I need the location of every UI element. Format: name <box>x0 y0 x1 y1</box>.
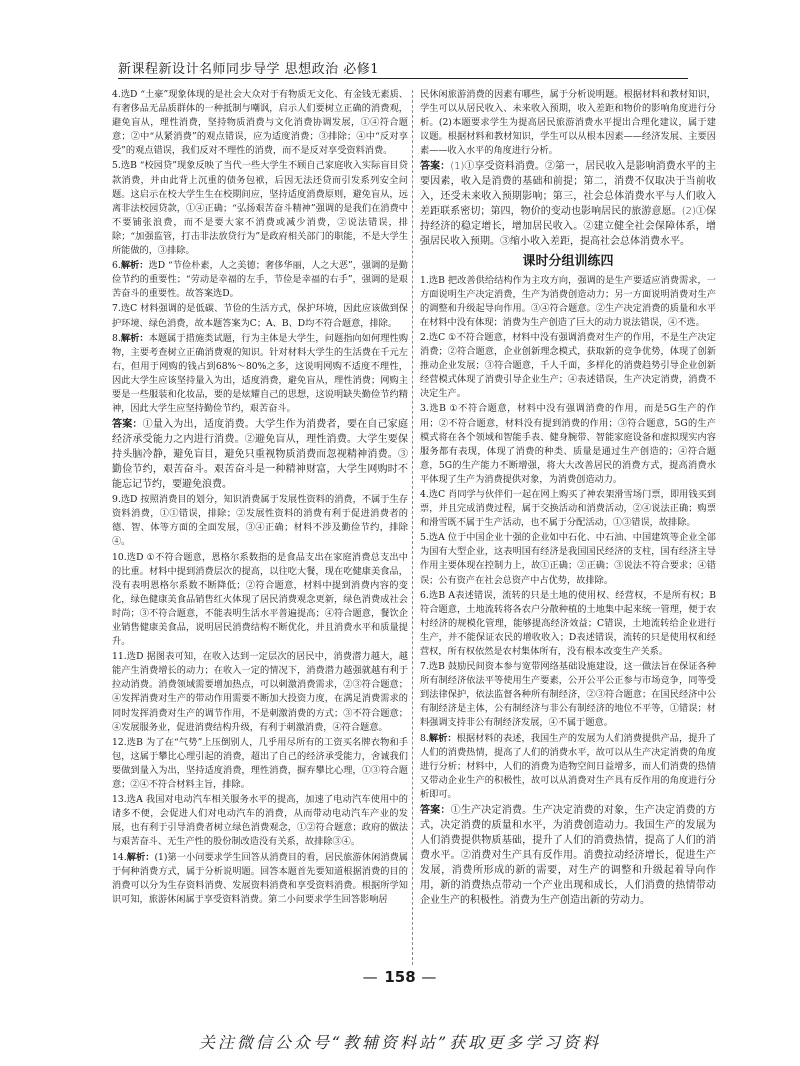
item-number: 12. <box>112 736 127 748</box>
item-text: (1)①享受资料消费。②第一，居民收入是影响消费水平的主要因素，收入是消费的基础和前提；第二，消费不仅取决于当前收入，还受未来收入预期影响；第三，社会总体消费水平与人们收入差距联系密切；第四，物价的变动也影响居民的旅游意愿。(2)①保持经济的稳定增长，增加居民收入。②建立健全社会保障体系，增强居民收入预期。③缩小收入差距，提高社会总体消费水平。 <box>420 161 717 248</box>
item-number: 6. <box>112 260 121 272</box>
item-number: 14. <box>112 851 127 863</box>
answer-block <box>112 417 408 492</box>
item-number: 1. <box>420 274 429 286</box>
item-number: 10. <box>112 551 127 563</box>
running-header: 新课程新设计名师同步导学 思想政治 必修1 <box>118 62 380 77</box>
answer-item <box>420 531 716 587</box>
item-number: 8. <box>112 332 121 344</box>
item-text: 根据材料的表述，我国生产的发展为人们消费提供产品，提升了人们的消费热情，提高了人们的消费水平，故可以从生产决定消费的角度进行分析；材料中，人们的消费为造物空间日益增多，而人们消费的热情又带动企业生产的积极性，故可以从消费对生产具有反作用的角度进行分析即可。 <box>420 732 717 800</box>
item-number: 4. <box>112 89 121 100</box>
answer-item <box>420 660 716 730</box>
item-text: ①量入为出，适度消费。大学生作为消费者，要在自己家庭经济承受能力之内进行消费。②避免盲从，理性消费。大学生要保持头脑冷静，避免盲目，避免只重视物质消费而忽视精神消费。③勤俭节约，艰苦奋斗。艰苦奋斗是一种精神财富，大学生网购时不能忘记节约，要避免浪费。 <box>112 419 409 491</box>
item-text: 选A 位于中国企业十强的企业如中石化、中石油、中国建筑等企业全部为国有大型企业，这表明国有经济是我国国民经济的支柱，国有经济主导作用主要体现在控制力上，故①正确；②正确；③说法不符合要求；④错误；公有资产在社会总资产中占优势，故排除。 <box>420 532 716 586</box>
item-text: 本题属于措施类试题，行为主体是大学生，问题指向如何理性购物，主要考查树立正确消费观的知识。针对材料大学生的生活费在千元左右，但用于网购的钱占到68%～80%之多，这说明网购不适度不理性，因此大学生应该坚持量入为出，适度消费，避免盲从，理性消费；网购主要是一些服装和化妆品，要的是炫耀自己的思想，这说明缺失勤俭节约精神，因此大学生应坚持勤俭节约，艰苦奋斗。 <box>112 332 409 415</box>
item-label: 答案： <box>420 805 451 817</box>
answer-item <box>112 650 408 735</box>
answer-item <box>112 159 408 258</box>
item-text: 选B 为了在“气势”上压倒别人，几乎用尽所有的工资买名牌衣物和手包，这属于攀比心理引起的消费，超出了自己的经济承受能力，舍诚我们要做到量入为出，坚持适度消费，理性消费，摒弃攀比心理，①③符合题意；②④不符合材料主旨，排除。 <box>112 736 408 791</box>
item-text: 选B 鼓励民间资本参与宽带网络基础设施建设，这一做法旨在保证各种所有制经济依法平等使用生产要素，公开公平公正参与市场竞争，同等受到法律保护，依法监督各种所有制经济，②③符合题意；在国民经济中公有制经济是主体，公有制经济与非公有制经济的地位不平等，①错误；材料强调支持非公有制经济发展，④不属于题意。 <box>420 661 716 729</box>
item-number: 9. <box>112 494 121 506</box>
item-number: 7. <box>420 661 429 673</box>
answer-item <box>112 332 408 417</box>
item-text: 选B 把改善供给结构作为主攻方向，强调的是生产要适应消费需求，一方面说明生产决定消费，生产为消费创造动力；另一方面说明消费对生产的调整和升级起导向作用。③④符合题意。②生产决定消费的质量和水平在材料中没有体现；消费为生产创造了巨大的动力说法错误，④不选。 <box>420 274 716 328</box>
right-column <box>420 88 716 909</box>
item-number: 5. <box>112 160 121 172</box>
answer-item <box>420 274 716 330</box>
item-text: 选A 我国对电动汽车相关服务水平的提高，加速了电动汽车使用中的诸多不便，会促进人们对电动汽车的消费，从而带动电动汽车产业的发展，也有利于引导消费者树立绿色消费观念，①②符合题意；政府的做法与艰苦奋斗、无生产性的股份制改造没有关系，故排除③④。 <box>112 794 408 848</box>
item-text: 选B A表述错误，流转的只是土地的使用权、经营权，不是所有权；B符合题意，土地流转将各农户分散种植的土地集中起来统一管理，便于农村经济的规模化管理，能够提高经济效益；C错误，土地流转给企业进行生产，并不能保证农民的增收收入；D表述错误，流转的只是使用权和经营权，所有权依然是农村集体所有，没有根本改变生产关系。 <box>420 589 716 657</box>
answer-item <box>112 493 408 549</box>
answer-item <box>112 551 408 650</box>
item-label: 解析： <box>428 732 457 744</box>
item-label: 答案： <box>112 419 143 431</box>
answer-item <box>420 402 716 487</box>
section-title: 课时分组训练四 <box>522 254 614 270</box>
answer-item <box>420 732 716 802</box>
item-text: ①生产决定消费。生产决定消费的对象，生产决定消费的方式，决定消费的质量和水平，为消费创造动力。我国生产的发展为人们消费提供物质基础，提升了人们的消费热情，提高了人们的消费水平。②消费对生产具有反作用。消费拉动经济增长，促进生产发展，消费所形成的新的需要，对生产的调整和升级起着导向作用，新的消费热点带动一个产业出现和成长，人们消费的热情带动企业生产的积极性。消费为生产创造出新的劳动力。 <box>420 805 717 907</box>
page-number-value: 158 <box>384 968 416 986</box>
answer-item <box>112 736 408 792</box>
item-number: 6. <box>420 589 429 601</box>
item-text: 选C 材料强调的是低碳、节俭的生活方式，保护环境，因此应该做到保护环境、绿色消费，故本题答案为C；A、B、D均不符合题意，排除。 <box>112 303 408 329</box>
item-number: 3. <box>420 403 429 415</box>
right-column-intro <box>420 88 716 249</box>
footer-note: 关注微信公众号“教辅资料站”获取更多学习资料 <box>198 1033 602 1052</box>
answer-item <box>112 302 408 330</box>
item-text: 选D 据图表可知，在收入达到一定层次的居民中，消费潜力越大，越能产生消费增长的动力；在收入一定的情况下，消费潜力越强就越有利于拉动消费。消费领域需要增加热点，可以刺激消费需求，②③符合题意；④发挥消费对生产的带动作用需要不断加大投资力度，在满足消费需求的同时发挥消费对生产的调节作用，不是刺激消费的方式；③不符合题意；④发展服务业，促进消费结构升级，有利于刺激消费，④符合题意。 <box>112 651 408 733</box>
item-label: 解析： <box>126 851 155 863</box>
item-number: 4. <box>420 488 429 500</box>
item-text: 选B “校园贷”现象反映了当代一些大学生不顾自己家庭收入实际盲目贷款消费，并由此背上沉重的债务包袱，后因无法还贷而引发系列安全问题。这启示在校大学生生在校期间应，坚持适度消费原则，避免盲从，远离非法校园贷款，①④正确；“弘扬艰苦奋斗精神”强调的是我们在消费中不要铺张浪费，而不是要大家不消费或减少消费，②说法错误，排除；“加强监管，打击非法放贷行为”是政府相关部门的职能，不是大学生所能做的，③排除。 <box>112 160 408 257</box>
item-text: 选D “节俭朴素，人之美德；奢侈华丽，人之大恶”，强调的是勤俭节约的重要性；“劳动是幸福的左手，节俭是幸福的右手”，强调的是艰苦奋斗的重要性。故答案选D。 <box>112 260 408 300</box>
item-number: 8. <box>420 732 429 744</box>
item-label: 答案： <box>420 161 451 173</box>
item-text: 选C ①不符合题意，材料中没有强调消费对生产的作用，不是生产决定消费；②符合题意，企业创新理念模式，获取新的竞争优势，体现了创新推动企业发展；③符合题意，千人千面，多样化的消费趋势引导企业创新经营模式体现了消费引导企业生产；④表述错误，生产决定消费，消费不决定生产。 <box>420 331 716 400</box>
item-text: 选B ①不符合题意，材料中没有强调消费的作用，而是5G生产的作用；②不符合题意，材料没有提到消费的作用；③符合题意，5G的生产模式将在各个领域和智能手表、健身腕带、智能家庭设备和虚拟现实内容服务都有表现，体现了消费的种类、质量是通过生产创造的；④符合题意，5G的生产能力不断增强，将大大改善居民的消费方式，提高消费水平体现了生产为消费提供对象，为消费创造动力。 <box>420 403 716 485</box>
column-divider <box>412 90 413 965</box>
answer-item <box>420 488 716 530</box>
answer-item <box>420 88 716 158</box>
item-text: 选D 按照消费目的划分，知识消费属于发展性资料的消费，不属于生存资料消费，①①错误，排除；②发展性资料的消费有利于促进消费者的德、智、体等方面的全面发展，③④正确；材料不涉及勤俭节约，排除④。 <box>112 494 408 548</box>
item-label: 解析： <box>120 332 149 344</box>
item-text: 民休闲旅游消费的因素有哪些，属于分析说明题。根据材料和教材知识，学生可以从居民收入、未来收入预期，收入差距和物价的影响角度进行分析。(2)本题要求学生为提高居民旅游消费水平提出合理化建议，属于建议题。根据材料和教材知识，学生可以从根本因素——经济发展、主要因素——收入水平的角度进行分析。 <box>420 89 716 157</box>
item-text: 选C 肖同学与伙伴们一起在网上购买了神农架滑雪场门票，即用钱买到票，并且完成消费过程，属于交换活动和消费活动，②④说法正确；购票和滑雪既不属于生产活动，也不属于分配活动，①③错误，故排除。 <box>420 488 716 529</box>
answer-item <box>112 259 408 301</box>
answer-item <box>112 88 408 158</box>
left-column <box>112 88 408 908</box>
item-text: 选D ①不符合题意，恩格尔系数指的是食品支出在家庭消费总支出中的比重。材料中提到消费层次的提高，以往吃大餐，现在吃健康美食品，没有表明恩格尔系数不断降低；②符合题意，材料中提到消费内容的变化，绿色健康美食品销售红火体现了居民消费观念更新，绿色消费成社会时尚；③不符合题意，不能表明生活水平普遍提高；④符合题意，餐饮企业销售健康美食品，说明居民消费结构不断优化，并且消费水平和质量提升。 <box>112 551 408 648</box>
item-number: 13. <box>112 794 127 806</box>
answer-item <box>112 851 408 907</box>
item-number: 5. <box>420 532 429 544</box>
item-number: 7. <box>112 303 121 315</box>
item-number: 2. <box>420 331 429 343</box>
right-column-items <box>420 274 716 908</box>
answer-block <box>420 803 716 908</box>
answer-item <box>112 793 408 849</box>
answer-item <box>420 589 716 659</box>
page-number: — 158 — <box>362 968 438 986</box>
item-text: (1)第一小问要求学生回答从消费目的看，居民旅游休闲消费属于何种消费方式，属于分析说明题。回答本题首先要知道根据消费的目的消费可以分为生存资料消费、发展资料消费和享受资料消费。根据所学知识可知，旅游休闲属于享受资料消费。第二小问要求学生回答影响居 <box>112 851 409 905</box>
answer-block <box>420 159 716 249</box>
item-number: 11. <box>112 651 127 663</box>
item-text: 选D “土豪”现象体现的是社会大众对于有物质无文化、有金钱无素质、有奢侈品无品质群体的一种抵制与嘲讽，启示人们要树立正确的消费观，避免盲从，理性消费，坚持物质消费与文化消费协调发展，①④符合题意；②中“从紧消费”的观点错误，应为适度消费；③排除；④中“反对享受”的观点错误，我们反对不理性的消费，而不是反对享受资料消费。 <box>112 89 408 157</box>
answer-item <box>420 331 716 401</box>
header-rule <box>118 78 688 79</box>
item-label: 解析： <box>120 260 149 272</box>
